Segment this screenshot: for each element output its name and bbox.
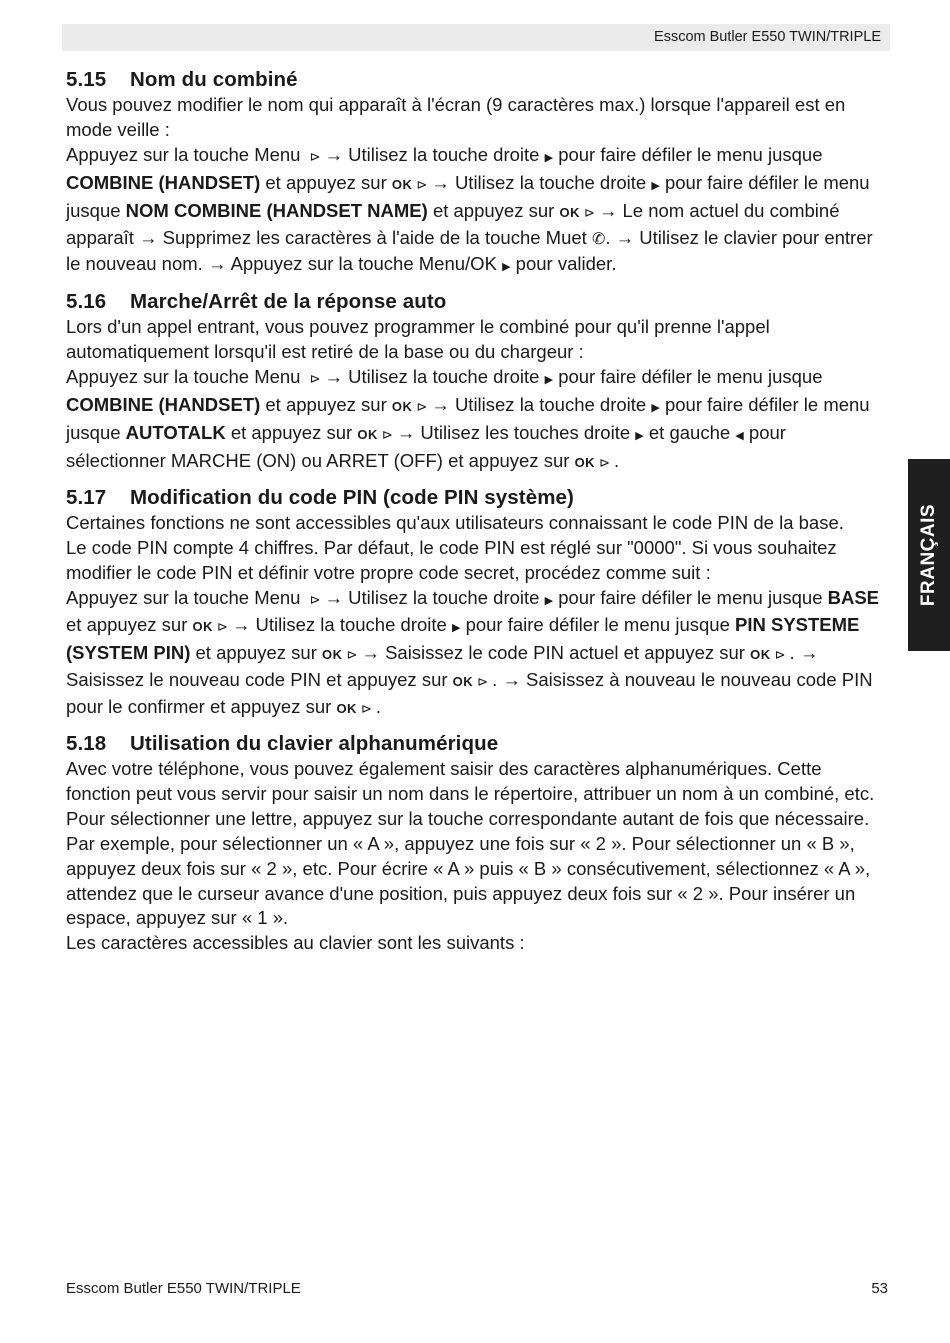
section-5-15 [66, 67, 890, 280]
section-intro: Le code PIN compte 4 chiffres. Par défaut, le code PIN est réglé sur "0000". Si vous souhaitez modifier le code PIN et définir votre propre code secret, procédez comme suit : [66, 536, 837, 583]
arrow-icon: → [324, 586, 344, 608]
menu-option: NOM COMBINE (HANDSET NAME) [125, 199, 428, 221]
instruction-text: Utilisez la touche droite [454, 171, 647, 193]
section-number: 5.16 [66, 290, 107, 314]
ok-key-label: OK [322, 647, 343, 663]
instruction-text: pour faire défiler le menu jusque [558, 366, 823, 388]
right-triangle-icon: ▶ [651, 179, 660, 192]
instruction-text: et appuyez sur [265, 394, 387, 416]
instruction-text: Appuyez sur la touche Menu/OK [230, 253, 497, 275]
left-triangle-icon: ◀ [735, 429, 744, 442]
section-number: 5.18 [66, 732, 107, 756]
arrow-icon: → [598, 199, 618, 221]
instruction-paragraph: Appuyez sur la touche Menu ⊳ → Utilisez la touche droite ▶ pour faire défiler le menu jusque COMBINE (HANDSET) et appuyez sur OK ⊳ → Utilisez la touche droite ▶ pour faire défiler le menu jusque AUTOTALK et appuyez sur OK ⊳ → Utilisez les touches droite ▶ et gauche ◀ pour sélectionner MARCHE (ON) ou ARRET (OFF) et appuyez sur OK ⊳ . [66, 365, 890, 476]
ok-key-label: OK [336, 701, 357, 717]
section-heading [66, 731, 890, 757]
footer-title: Esscom Butler E550 TWIN/TRIPLE [66, 1280, 301, 1297]
ok-key-label: OK [574, 454, 596, 470]
menu-option: COMBINE (HANDSET) [66, 394, 261, 416]
instruction-text: pour faire défiler le menu jusque [465, 614, 730, 636]
language-tab [908, 459, 950, 651]
menu-key-icon: ⊳ [309, 591, 321, 607]
instruction-text: Utilisez la touche droite [348, 143, 540, 165]
header-title: Esscom Butler E550 TWIN/TRIPLE [654, 29, 881, 45]
section-5-16 [66, 289, 890, 475]
menu-key-icon: ⊳ [416, 399, 428, 415]
instruction-text: pour faire défiler le menu jusque [66, 171, 870, 221]
menu-option: AUTOTALK [125, 421, 226, 443]
instruction-text: pour sélectionner MARCHE (ON) ou ARRET (OFF) et appuyez sur [66, 421, 786, 471]
arrow-icon: → [361, 642, 380, 664]
menu-key-icon: ⊳ [583, 204, 595, 220]
arrow-icon: → [431, 171, 450, 193]
arrow-icon: → [231, 614, 251, 636]
menu-key-icon: ⊳ [381, 426, 393, 442]
body-paragraph: Pour sélectionner une lettre, appuyez sur la touche correspondante autant de fois que nécessaire. Par exemple, pour sélectionner un « A », appuyez une fois sur « 2 ». Pour sélectionner un « B », appuyez deux fois sur « 2 », etc. Pour écrire « A » puis « B » consécutivement, sélectionnez « A », attendez que le curseur avance d'une position, puis appuyez deux fois sur « 2 ». Pour insérer un espace, appuyez sur « 1 ». [66, 807, 871, 929]
right-triangle-icon: ▶ [451, 622, 461, 635]
right-triangle-icon: ▶ [635, 429, 644, 442]
right-triangle-icon: ▶ [544, 594, 554, 607]
instruction-paragraph: Appuyez sur la touche Menu ⊳ → Utilisez la touche droite ▶ pour faire défiler le menu jusque BASE et appuyez sur OK ⊳ → Utilisez la touche droite ▶ pour faire défiler le menu jusque PIN SYSTEME (SYSTEM PIN) et appuyez sur OK ⊳ → Saisissez le code PIN actuel et appuyez sur OK ⊳ . → Saisissez le nouveau code PIN et appuyez sur OK ⊳ . → Saisissez à nouveau le nouveau code PIN pour le confirmer et appuyez sur OK ⊳ . [66, 586, 890, 723]
instruction-text: Utilisez le clavier pour entrer le nouveau nom. [66, 226, 873, 275]
ok-key-label: OK [750, 647, 771, 663]
instruction-text: Utilisez les touches droite [420, 421, 631, 443]
instruction-text: Appuyez sur la touche Menu [66, 143, 301, 165]
menu-key-icon: ⊳ [774, 647, 786, 663]
arrow-icon: → [431, 394, 450, 416]
ok-key-label: OK [452, 674, 474, 690]
ok-key-label: OK [391, 176, 413, 192]
arrow-icon: → [139, 226, 158, 248]
instruction-text: Appuyez sur la touche Menu [66, 366, 301, 388]
body-paragraph: Avec votre téléphone, vous pouvez également saisir des caractères alphanumériques. Cette fonction peut vous servir pour saisir un nom dans le répertoire, attribuer un nom à un combiné, etc. [66, 758, 875, 804]
instruction-text: pour valider. [515, 253, 617, 275]
instruction-text: Saisissez le nouveau code PIN et appuyez sur [66, 669, 448, 691]
arrow-icon: → [396, 421, 416, 443]
instruction-text: Le nom actuel du combiné apparaît [66, 199, 840, 248]
page-number: 53 [871, 1280, 888, 1297]
instruction-text: Appuyez sur la touche Menu [66, 586, 301, 608]
instruction-text: et appuyez sur [265, 171, 387, 193]
instruction-text: et appuyez sur [432, 199, 555, 221]
menu-key-icon: ⊳ [217, 619, 228, 635]
section-intro: Lors d'un appel entrant, vous pouvez programmer le combiné pour qu'il prenne l'appel automatiquement lorsqu'il est retiré de la base ou du chargeur : [66, 316, 770, 363]
section-intro: Vous pouvez modifier le nom qui apparaît à l'écran (9 caractères max.) lorsque l'appareil est en mode veille : [66, 94, 846, 140]
arrow-icon: → [207, 253, 227, 275]
instruction-text: Utilisez la touche droite [348, 586, 540, 608]
instruction-text: pour faire défiler le menu jusque [66, 394, 870, 443]
menu-key-icon: ⊳ [309, 371, 321, 387]
instruction-text: et appuyez sur [230, 421, 353, 443]
instruction-paragraph: Appuyez sur la touche Menu ⊳ → Utilisez la touche droite ▶ pour faire défiler le menu jusque COMBINE (HANDSET) et appuyez sur OK ⊳ → Utilisez la touche droite ▶ pour faire défiler le menu jusque NOM COMBINE (HANDSET NAME) et appuyez sur OK ⊳ → Le nom actuel du combiné apparaît → Supprimez les caractères à l'aide de la touche Muet ✆. → Utilisez le clavier pour entrer le nouveau nom. → Appuyez sur la touche Menu/OK ▶ pour valider. [66, 143, 873, 275]
menu-key-icon: ⊳ [360, 701, 372, 717]
instruction-text: et appuyez sur [195, 642, 317, 664]
menu-key-icon: ⊳ [346, 647, 358, 663]
section-title: Modification du code PIN (code PIN système) [130, 485, 574, 509]
ok-key-label: OK [192, 619, 213, 635]
instruction-text: pour faire défiler le menu jusque [558, 586, 823, 608]
right-triangle-icon: ▶ [651, 402, 660, 415]
section-title: Nom du combiné [130, 68, 298, 91]
section-heading [66, 67, 890, 93]
mute-key-icon: ✆ [591, 230, 606, 248]
instruction-text: Saisissez le code PIN actuel et appuyez sur [385, 642, 745, 664]
instruction-text: pour faire défiler le menu jusque [558, 143, 823, 165]
instruction-text: Utilisez la touche droite [454, 394, 647, 416]
menu-key-icon: ⊳ [477, 674, 489, 690]
menu-key-icon: ⊳ [599, 454, 610, 470]
page-content [66, 67, 890, 965]
menu-option: BASE [827, 586, 880, 608]
section-number: 5.17 [66, 485, 107, 509]
body-paragraph: Les caractères accessibles au clavier sont les suivants : [66, 932, 525, 954]
arrow-icon: → [799, 642, 819, 664]
menu-option: PIN SYSTEME (SYSTEM PIN) [66, 614, 860, 664]
section-title: Marche/Arrêt de la réponse auto [130, 290, 447, 314]
menu-key-icon: ⊳ [309, 148, 321, 164]
section-number: 5.15 [66, 68, 107, 91]
section-5-18 [66, 731, 890, 956]
arrow-icon: → [615, 226, 635, 248]
section-heading [66, 485, 890, 511]
menu-key-icon: ⊳ [416, 176, 428, 192]
right-triangle-icon: ▶ [502, 261, 511, 274]
menu-option: COMBINE (HANDSET) [66, 171, 261, 193]
section-intro: Certaines fonctions ne sont accessibles qu'aux utilisateurs connaissant le code PIN de la base. [66, 511, 844, 533]
right-triangle-icon: ▶ [544, 151, 554, 164]
instruction-text: Utilisez la touche droite [348, 366, 540, 388]
right-triangle-icon: ▶ [544, 374, 554, 387]
ok-key-label: OK [357, 426, 378, 442]
ok-key-label: OK [559, 204, 580, 220]
section-heading [66, 289, 890, 315]
instruction-text: Supprimez les caractères à l'aide de la touche Muet [162, 226, 587, 248]
page-header [62, 24, 890, 51]
ok-key-label: OK [391, 399, 413, 415]
section-5-17 [66, 485, 890, 722]
section-title: Utilisation du clavier alphanumérique [130, 732, 499, 756]
arrow-icon: → [324, 366, 344, 388]
arrow-icon: → [502, 669, 521, 691]
arrow-icon: → [324, 143, 344, 165]
language-tab-label: FRANÇAIS [918, 503, 939, 607]
instruction-text: et gauche [648, 421, 731, 443]
instruction-text: et appuyez sur [66, 614, 188, 636]
instruction-text: Utilisez la touche droite [255, 614, 447, 636]
instruction-text: Saisissez à nouveau le nouveau code PIN pour le confirmer et appuyez sur [66, 669, 873, 718]
